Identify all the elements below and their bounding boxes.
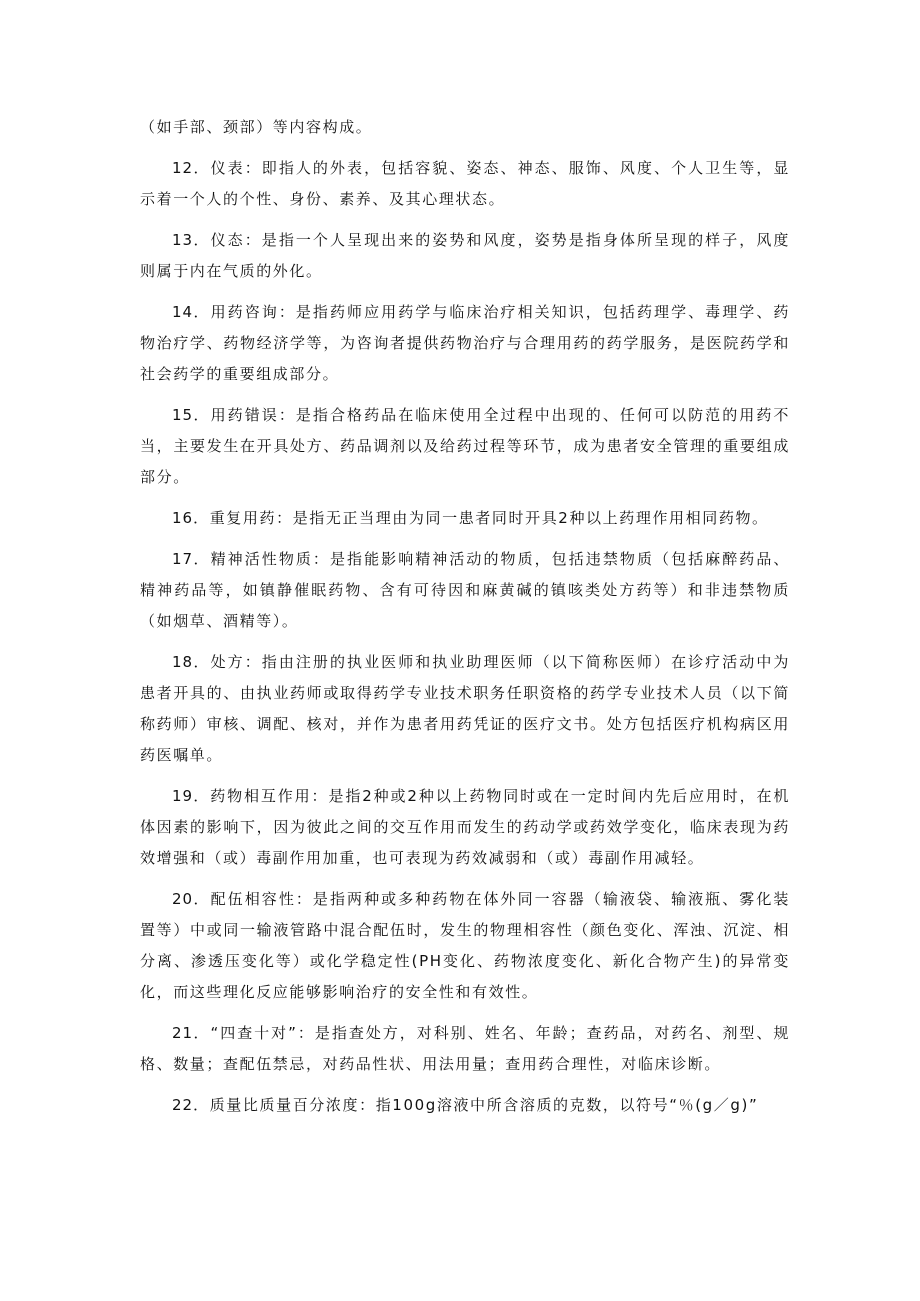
definition-item-13 bbox=[140, 225, 790, 287]
item-number: 22 bbox=[172, 1096, 194, 1114]
item-text: ．处方：指由注册的执业医师和执业助理医师（以下简称医师）在诊疗活动中为患者开具的、由执业药师或取得药学专业技术职务任职资格的药学专业技术人员（以下简称药师）审核、调配、核对，并作为患者用药凭证的医疗文书。处方包括医疗机构病区用药医嘱单。 bbox=[140, 653, 790, 764]
definition-item-16 bbox=[140, 503, 790, 534]
paragraph-continuation bbox=[140, 112, 790, 143]
definition-item-20 bbox=[140, 884, 790, 1008]
definition-item-21 bbox=[140, 1018, 790, 1080]
definition-item-18 bbox=[140, 647, 790, 771]
item-number: 16 bbox=[172, 509, 194, 527]
item-number: 15 bbox=[172, 406, 194, 424]
item-text: ．质量比质量百分浓度：指100g溶液中所含溶质的克数，以符号“％(g／g)” bbox=[193, 1096, 759, 1114]
item-text: ．重复用药：是指无正当理由为同一患者同时开具2种以上药理作用相同药物。 bbox=[193, 509, 769, 527]
definition-item-12 bbox=[140, 153, 790, 215]
definition-item-17 bbox=[140, 544, 790, 637]
item-text: ．精神活性物质：是指能影响精神活动的物质，包括违禁物质（包括麻醉药品、精神药品等，如镇静催眠药物、含有可待因和麻黄碱的镇咳类处方药等）和非违禁物质（如烟草、酒精等）。 bbox=[140, 550, 790, 630]
paragraph-text: （如手部、颈部）等内容构成。 bbox=[140, 118, 373, 136]
item-number: 18 bbox=[172, 653, 194, 671]
item-number: 14 bbox=[172, 303, 194, 321]
definition-item-19 bbox=[140, 781, 790, 874]
item-text: ．配伍相容性：是指两种或多种药物在体外同一容器（输液袋、输液瓶、雾化装置等）中或同一输液管路中混合配伍时，发生的物理相容性（颜色变化、浑浊、沉淀、相分离、渗透压变化等）或化学稳定性(PH变化、药物浓度变化、新化合物产生)的异常变化，而这些理化反应能够影响治疗的安全性和有效性。 bbox=[140, 890, 790, 1001]
item-text: ．仪态：是指一个人呈现出来的姿势和风度，姿势是指身体所呈现的样子，风度则属于内在气质的外化。 bbox=[140, 231, 790, 280]
item-number: 21 bbox=[172, 1024, 194, 1042]
item-number: 13 bbox=[172, 231, 194, 249]
item-number: 17 bbox=[172, 550, 194, 568]
item-number: 12 bbox=[172, 159, 194, 177]
definition-item-22 bbox=[140, 1090, 790, 1121]
document-body bbox=[140, 112, 790, 1131]
item-text: ．仪表：即指人的外表，包括容貌、姿态、神态、服饰、风度、个人卫生等，显示着一个人的个性、身份、素养、及其心理状态。 bbox=[140, 159, 790, 208]
item-number: 19 bbox=[172, 787, 194, 805]
item-text: ．“四查十对”：是指查处方，对科别、姓名、年龄；查药品，对药名、剂型、规格、数量；查配伍禁忌，对药品性状、用法用量；查用药合理性，对临床诊断。 bbox=[140, 1024, 790, 1073]
item-text: ．用药错误：是指合格药品在临床使用全过程中出现的、任何可以防范的用药不当，主要发生在开具处方、药品调剂以及给药过程等环节，成为患者安全管理的重要组成部分。 bbox=[140, 406, 790, 486]
item-text: ．药物相互作用：是指2种或2种以上药物同时或在一定时间内先后应用时，在机体因素的影响下，因为彼此之间的交互作用而发生的药动学或药效学变化，临床表现为药效增强和（或）毒副作用加重，也可表现为药效减弱和（或）毒副作用减轻。 bbox=[140, 787, 790, 867]
definition-item-15 bbox=[140, 400, 790, 493]
definition-item-14 bbox=[140, 297, 790, 390]
item-number: 20 bbox=[172, 890, 194, 908]
item-text: ．用药咨询：是指药师应用药学与临床治疗相关知识，包括药理学、毒理学、药物治疗学、药物经济学等，为咨询者提供药物治疗与合理用药的药学服务，是医院药学和社会药学的重要组成部分。 bbox=[140, 303, 790, 383]
